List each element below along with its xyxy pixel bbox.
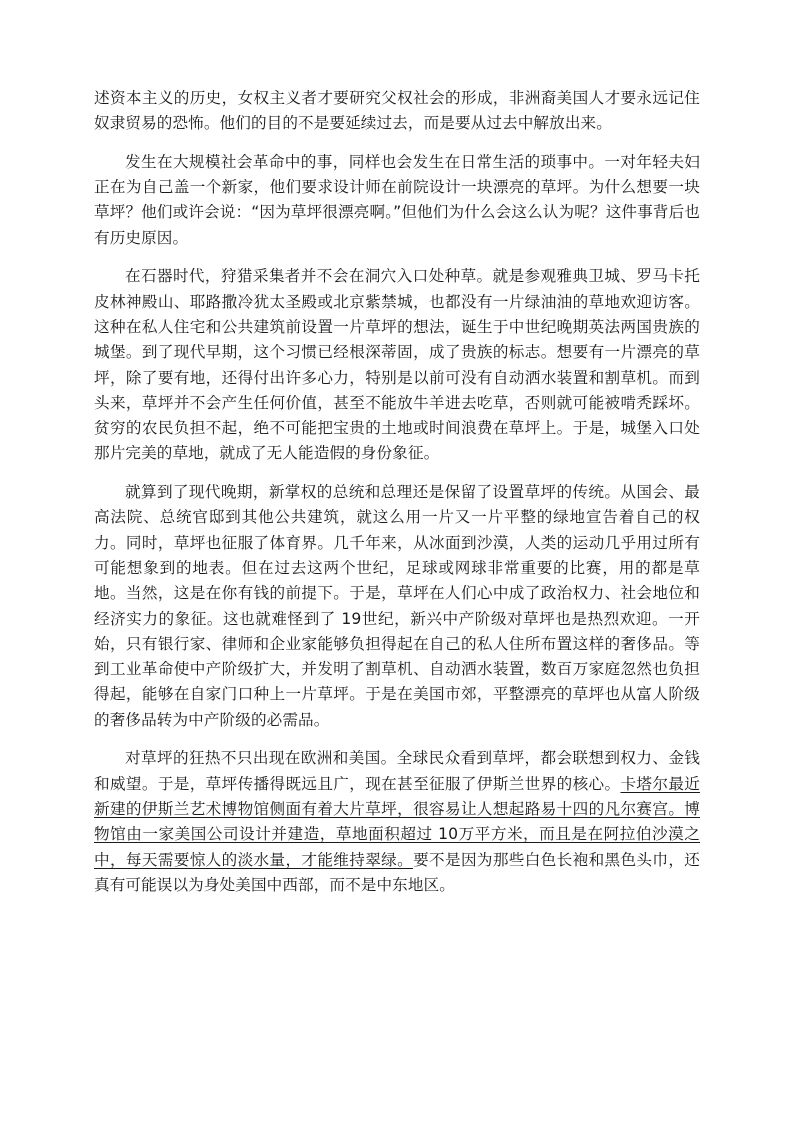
paragraph-2: 发生在大规模社会革命中的事，同样也会发生在日常生活的琐事中。一对年轻夫妇正在为自己盖一个新家，他们要求设计师在前院设计一块漂亮的草坪。为什么想要一块草坪？他们或许会说：“因为草坪很漂亮啊。”但他们为什么会这么认为呢？这件事背后也有历史原因。 — [94, 152, 700, 247]
paragraph-3: 在石器时代，狩猎采集者并不会在洞穴入口处种草。就是参观雅典卫城、罗马卡托皮林神殿山、耶路撒冷犹太圣殿或北京紫禁城，也都没有一片绿油油的草地欢迎访客。这种在私人住宅和公共建筑前设置一片草坪的想法，诞生于中世纪晚期英法两国贵族的城堡。到了现代早期，这个习惯已经根深蒂固，成了贵族的标志。想要有一片漂亮的草坪，除了要有地，还得付出许多心力，特别是以前可没有自动洒水装置和割草机。而到头来，草坪并不会产生任何价值，甚至不能放牛羊进去吃草，否则就可能被啃秃踩坏。贫穷的农民负担不起，绝不可能把宝贵的土地或时间浪费在草坪上。于是，城堡入口处那片完美的草地，就成了无人能造假的身份象征。 — [94, 267, 700, 463]
document-page — [94, 86, 700, 911]
paragraph-5-text-after: 要不是因为那些白色长袍和黑色头巾，还真有可能误以为身处美国中西部，而不是中东地区。 — [94, 850, 700, 894]
paragraph-5 — [94, 746, 700, 898]
paragraph-4: 就算到了现代晚期，新掌权的总统和总理还是保留了设置草坪的传统。从国会、最高法院、总统官邸到其他公共建筑，就这么用一片又一片平整的绿地宣告着自己的权力。同时，草坪也征服了体育界。几千年来，从冰面到沙漠，人类的运动几乎用过所有可能想象到的地表。但在过去这两个世纪，足球或网球非常重要的比赛，用的都是草地。当然，这是在你有钱的前提下。于是，草坪在人们心中成了政治权力、社会地位和经济实力的象征。这也就难怪到了 19世纪，新兴中产阶级对草坪也是热烈欢迎。一开始，只有银行家、律师和企业家能够负担得起在自己的私人住所布置这样的奢侈品。等到工业革命使中产阶级扩大，并发明了割草机、自动洒水装置，数百万家庭忽然也负担得起，能够在自家门口种上一片草坪。于是在美国市郊，平整漂亮的草坪也从富人阶级的奢侈品转为中产阶级的必需品。 — [94, 483, 700, 729]
paragraph-5-underlined-text: 卡塔尔最近新建的伊斯兰艺术博物馆侧面有着大片草坪，很容易让人想起路易十四的凡尔赛宫。博物馆由一家美国公司设计并建造，草地面积超过 10万平方米，而且是在阿拉伯沙漠之中，每天需要惊人的淡水量，才能维持翠绿。 — [94, 774, 700, 869]
paragraph-5-text-before: 对草坪的狂热不只出现在欧洲和美国。全球民众看到草坪，都会联想到权力、金钱和威望。于是，草坪传播得既远且广，现在甚至征服了伊斯兰世界的核心。 — [94, 749, 700, 793]
paragraph-1: 述资本主义的历史，女权主义者才要研究父权社会的形成，非洲裔美国人才要永远记住奴隶贸易的恐怖。他们的目的不是要延续过去，而是要从过去中解放出来。 — [94, 89, 700, 133]
